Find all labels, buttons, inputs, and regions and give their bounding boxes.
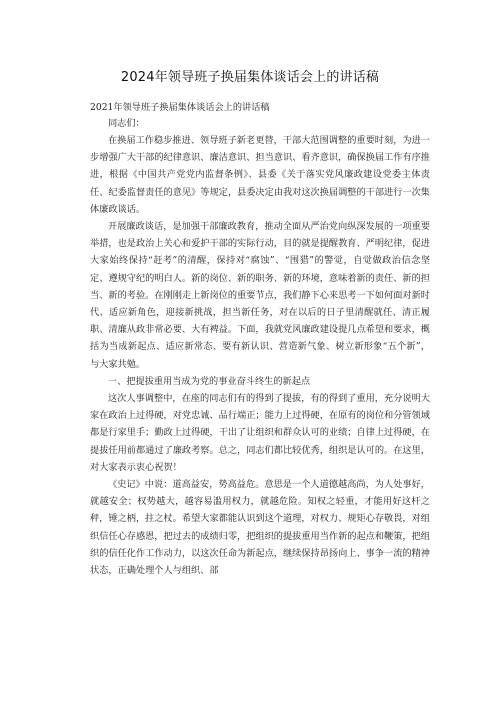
document-title: 2024年领导班子换届集体谈话会上的讲话稿 xyxy=(120,70,380,85)
paragraph: 《史记》中说：道高益安，势高益危。意思是一个人道德越高尚，为人处事好，就越安全；权势越大，越容易滥用权力，就越危险。知权之轻重，才能用好这杆之秤，锤之柄，拄之杖。希望大家都能认识到这个道理，对权力、规矩心存敬畏，对组织信任心存感恩，把过去的成绩归零，把组织的提拔重用当作新的起点和鞭策，把组织的信任化作工作动力，以这次任命为新起点，继续保持昂扬向上、事争一流的精神状态，正确处理个人与组织、部 xyxy=(90,479,430,577)
section-heading: 一、把提拔重用当成为党的事业奋斗终生的新起点 xyxy=(108,375,311,387)
salutation: 同志们： xyxy=(108,118,145,129)
document-body xyxy=(90,100,430,579)
paragraph: 这次人事调整中，在座的同志们有的得到了提拔，有的得到了重用，充分说明大家在政治上过得硬，对党忠诚、品行端正；能力上过得硬，在原有的岗位和分管领域都是行家里手；勤政上过得硬，干出了让组织和群众认可的业绩；自律上过得硬，在提拔任用前都通过了廉政考察。总之，同志们都比较优秀，组织是认可的。在这里，对大家表示衷心祝贺！ xyxy=(90,393,430,473)
document-subtitle: 2021年领导班子换届集体谈话会上的讲话稿 xyxy=(90,102,270,113)
paragraph: 在换届工作稳步推进、领导班子新老更替，干部大范围调整的重要时刻，为进一步增强广大干部的纪律意识、廉洁意识、担当意识、看齐意识，确保换届工作有序推进，根据《中国共产党党内监督条例》、县委《关于落实党风廉政建设党委主体责任、纪委监督责任的意见》等规定，县委决定由我对这次换届调整的干部进行一次集体廉政谈话。 xyxy=(90,135,430,215)
paragraph: 开展廉政谈话，是加强干部廉政教育，推动全面从严治党向纵深发展的一项重要举措，也是政治上关心和爱护干部的实际行动，目的就是提醒教育、严明纪律，促进大家始终保持“赶考”的清醒，保持对“腐蚀”、“围猎”的警觉，自觉做政治信念坚定、遵规守纪的明白人。新的岗位、新的职务、新的环境，意味着新的责任、新的担当、新的考验。在刚刚走上新岗位的重要节点，我们静下心来思考一下如何面对新时代、适应新角色，迎接新挑战，担当新任务，对在以后的日子里清醒就任、清正履职、清廉从政非常必要、大有裨益。下面，我就党风廉政建设提几点希望和要求，概括为当成新起点、适应新常态、要有新认识、营造新气象、树立新形象“五个新”，与大家共勉。 xyxy=(90,221,430,370)
